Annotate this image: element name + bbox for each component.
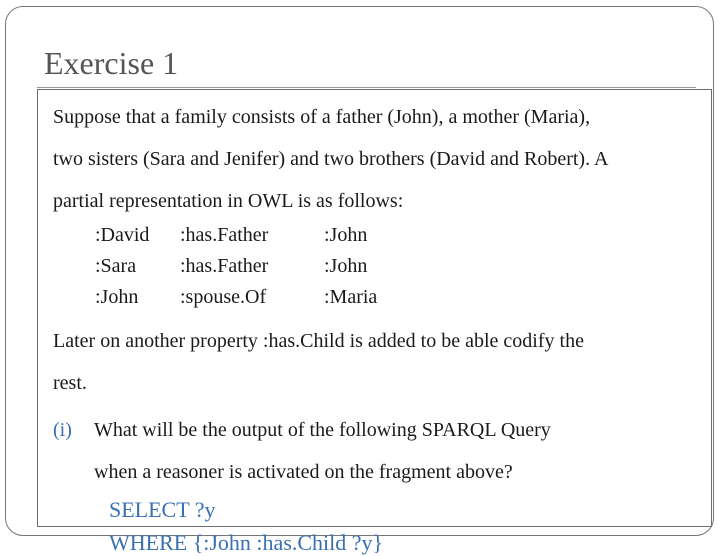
triple-subject: :David [95, 224, 150, 246]
triple-predicate: :has.Father [180, 224, 269, 246]
slide-title: Exercise 1 [44, 45, 179, 81]
paragraph-line-1: Suppose that a family consists of a father (John), a mother (Maria), [53, 106, 591, 128]
owl-triple-row [95, 255, 435, 286]
triple-predicate: :spouse.Of [180, 286, 267, 308]
triple-subject: :Sara [95, 255, 137, 277]
question-line-1: What will be the output of the following SPARQL Query [94, 419, 551, 441]
slide-frame [5, 6, 714, 555]
owl-triple-row [95, 224, 435, 255]
content-box [37, 89, 712, 555]
triple-object: :John [324, 255, 368, 277]
owl-triple-row [95, 286, 435, 317]
owl-triples [95, 224, 435, 317]
question-number: (i) [53, 419, 72, 441]
sparql-where-line: WHERE {:John :has.Child ?y} [109, 530, 384, 555]
sparql-select-line: SELECT ?y [109, 497, 216, 522]
triple-object: :Maria [324, 286, 378, 308]
question-line-2: when a reasoner is activated on the fragment above? [94, 461, 513, 483]
later-line-2: rest. [53, 372, 87, 394]
later-line-1: Later on another property :has.Child is added to be able codify the [53, 330, 584, 352]
paragraph-line-2: two sisters (Sara and Jenifer) and two brothers (David and Robert). A [53, 148, 609, 170]
paragraph-line-3: partial representation in OWL is as follows: [53, 190, 404, 212]
triple-predicate: :has.Father [180, 255, 269, 277]
triple-object: :John [324, 224, 368, 246]
triple-subject: :John [95, 286, 139, 308]
title-divider [37, 87, 696, 88]
